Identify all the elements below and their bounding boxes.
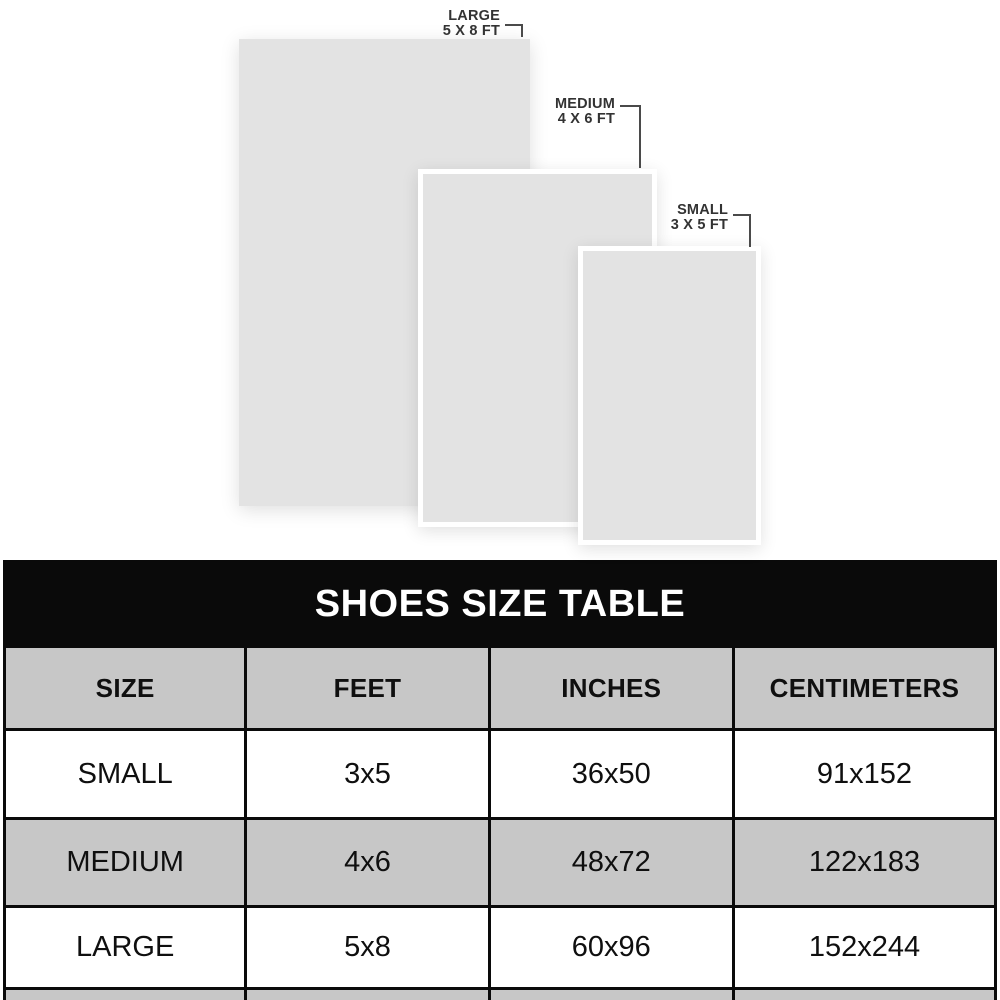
column-header-feet: FEET [247, 648, 487, 728]
table-cell-medium-cm: 122x183 [735, 820, 994, 905]
size-dimensions-large: 5 X 8 FT [442, 23, 500, 39]
callout-line-small-icon [733, 214, 751, 247]
column-header-centimeters: CENTIMETERS [735, 648, 994, 728]
size-name-large: LARGE [448, 8, 500, 24]
size-dimensions-small: 3 X 5 FT [670, 217, 728, 233]
column-header-inches: INCHES [491, 648, 732, 728]
callout-label-medium [485, 97, 615, 127]
callout-line-medium-icon [620, 105, 641, 168]
size-name-small: SMALL [677, 202, 728, 218]
table-row-stub [247, 990, 487, 1000]
callout-label-small [598, 203, 728, 233]
table-cell-medium-size: MEDIUM [6, 820, 244, 905]
table-cell-large-inches: 60x96 [491, 908, 732, 987]
table-cell-small-inches: 36x50 [491, 731, 732, 817]
table-cell-small-cm: 91x152 [735, 731, 994, 817]
table-cell-large-cm: 152x244 [735, 908, 994, 987]
table-cell-medium-feet: 4x6 [247, 820, 487, 905]
shoes-size-table [3, 560, 997, 1000]
table-cell-small-size: SMALL [6, 731, 244, 817]
table-cell-medium-inches: 48x72 [491, 820, 732, 905]
table-cell-small-feet: 3x5 [247, 731, 487, 817]
table-cell-large-size: LARGE [6, 908, 244, 987]
table-row-stub [735, 990, 994, 1000]
callout-line-large-icon [505, 24, 523, 37]
swatch-small [578, 246, 761, 545]
size-dimensions-medium: 4 X 6 FT [557, 111, 615, 127]
column-header-size: SIZE [6, 648, 244, 728]
table-row-stub [491, 990, 732, 1000]
callout-label-large [370, 9, 500, 39]
table-grid [3, 648, 997, 1000]
table-row-stub [6, 990, 244, 1000]
table-cell-large-feet: 5x8 [247, 908, 487, 987]
table-title: SHOES SIZE TABLE [314, 582, 686, 625]
size-name-medium: MEDIUM [554, 96, 615, 112]
